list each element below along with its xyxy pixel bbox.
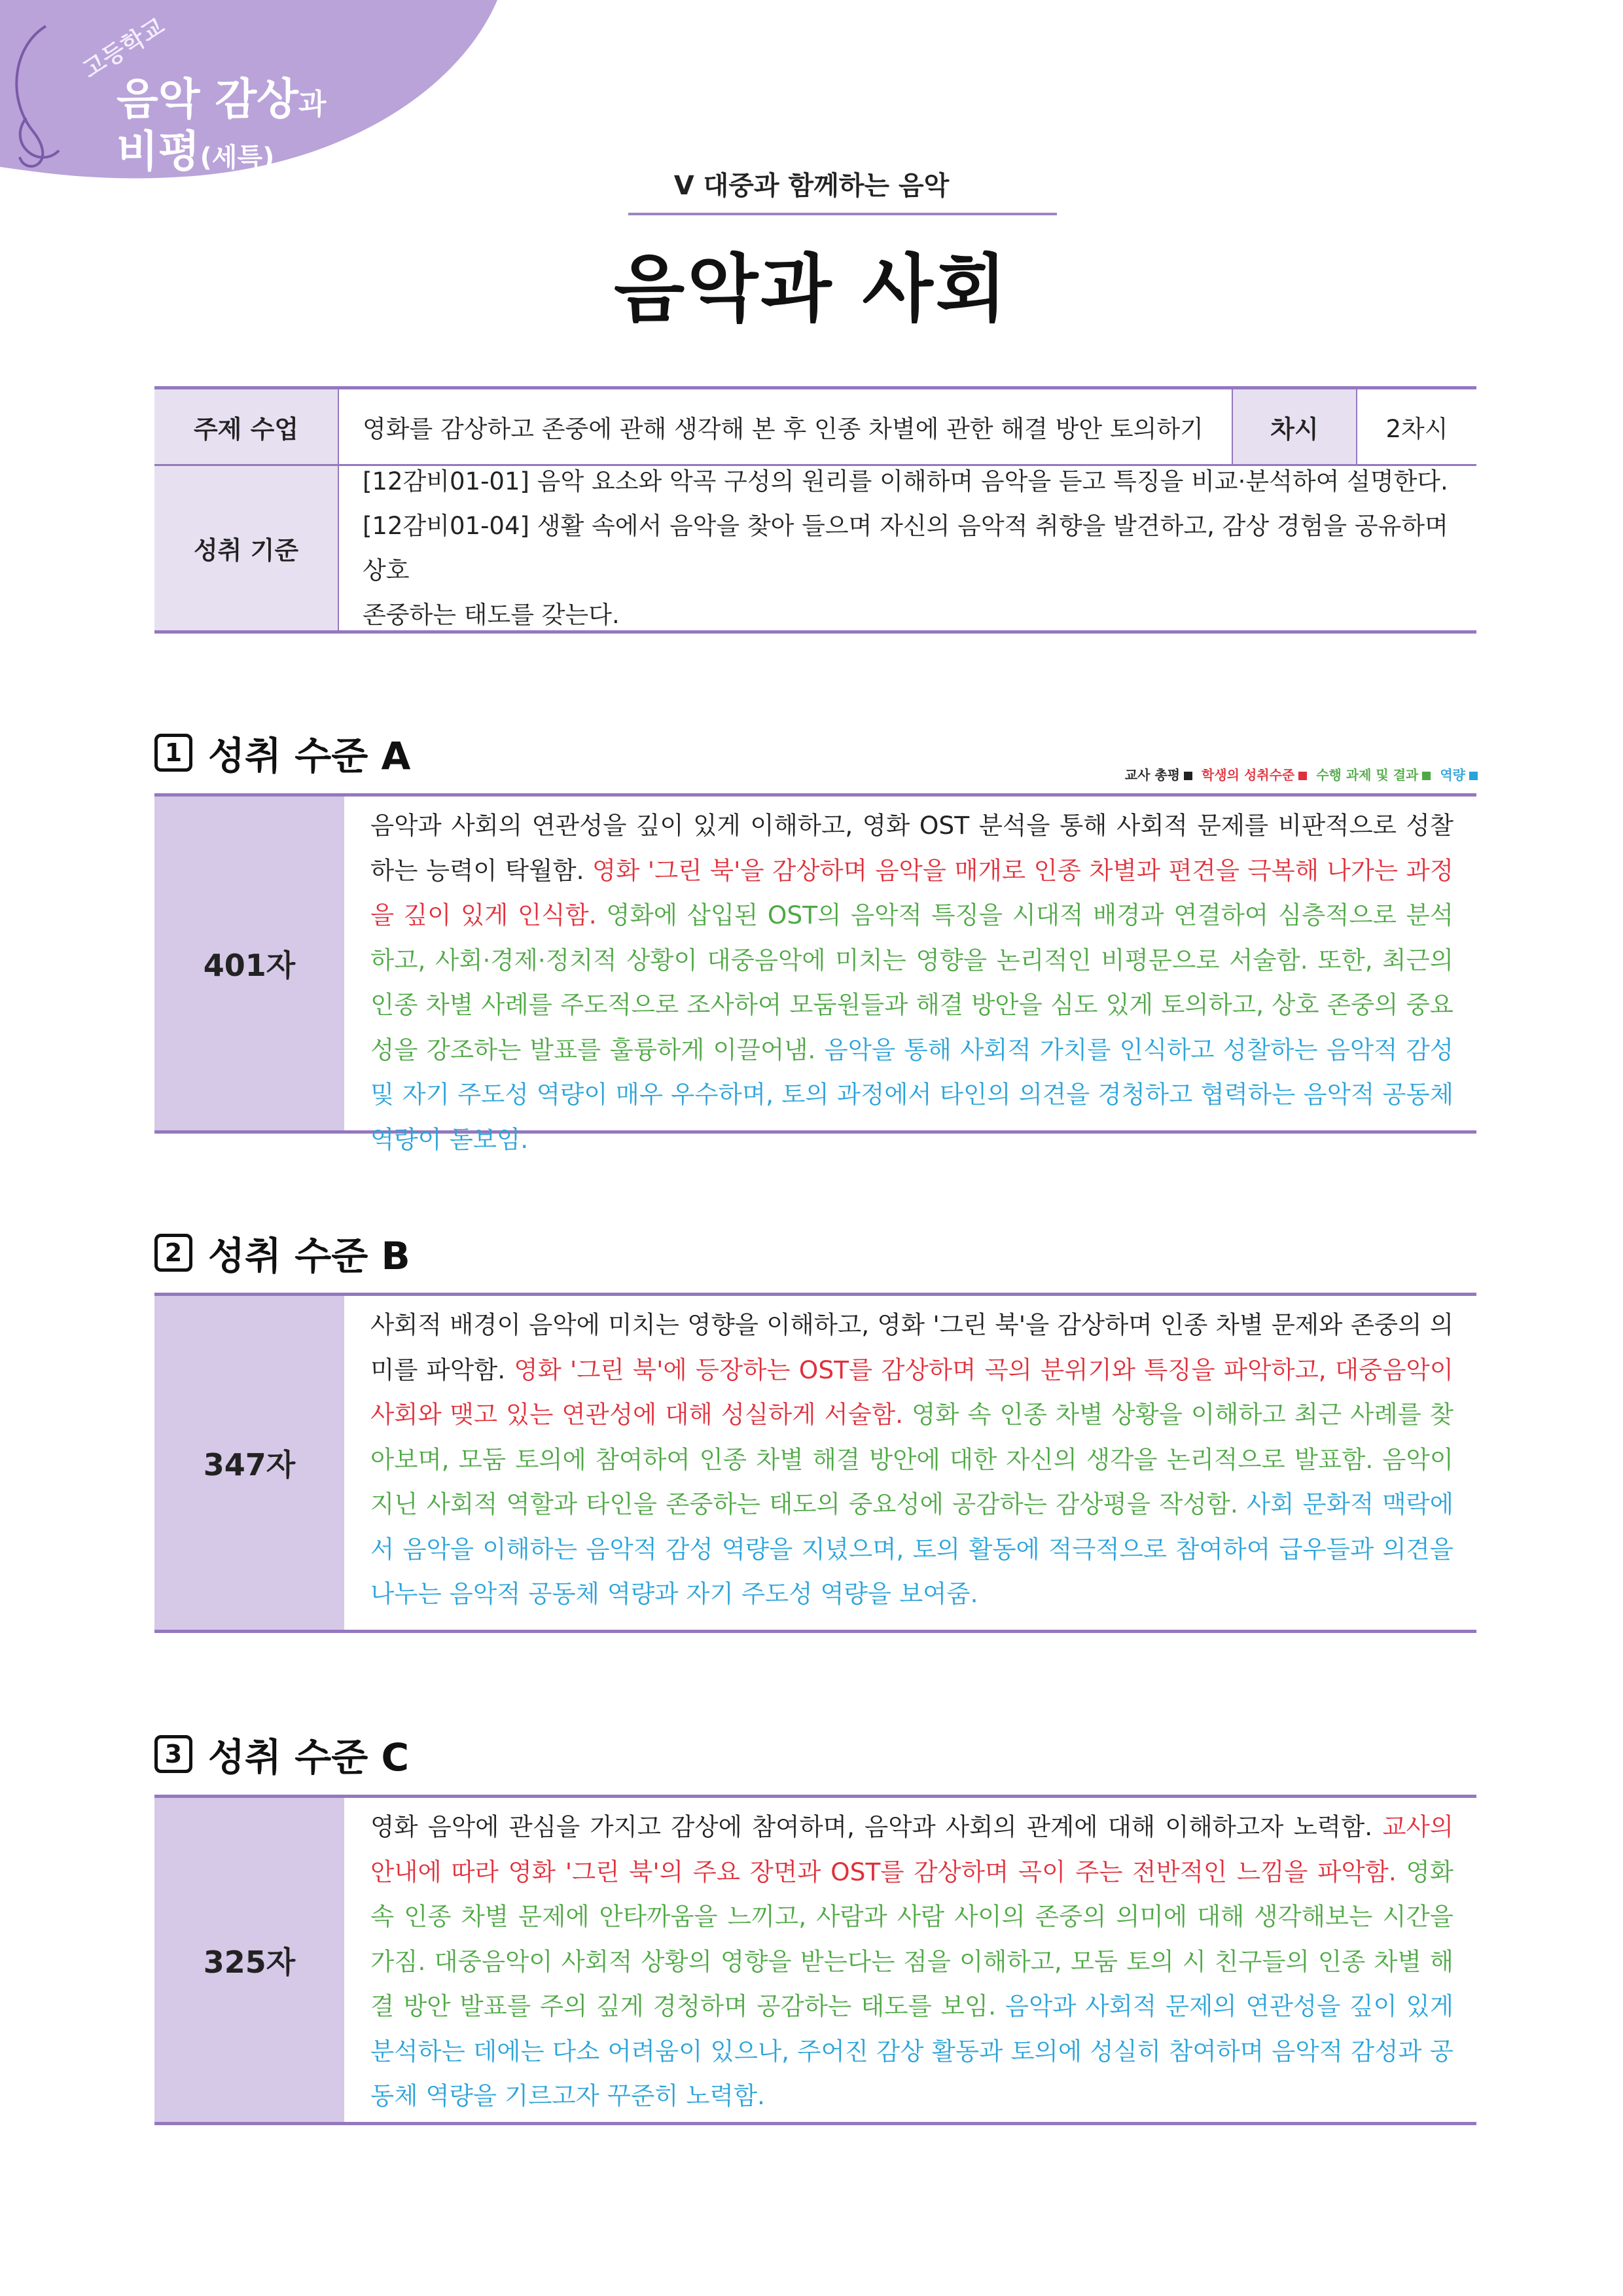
badge-title-line1-small: 과 [298,88,327,121]
page-title: 음악과 사회 [614,247,1009,332]
task-result-text: 영화에 삽입된 OST의 음악적 특징을 시대적 배경과 연결하여 심층적으로 분석하고, 사회·경제·정치적 상황이 대중음악에 미치는 영향을 논리적인 비평문으로 서술함. 또한, 최근의 인종 차별 사례를 주도적으로 조사하여 모둠원들과 해결 방안을 심도 있게 토의하고, 상호 존중의 중요성을 강조하는 발표를 훌륭하게 이끌어냄. [370,901,1454,1064]
teacher-summary-text: 영화 음악에 관심을 가지고 감상에 참여하며, 음악과 사회의 관계에 대해 이해하고자 노력함. [370,1812,1383,1841]
section-heading-b [154,1225,410,1280]
section-number-c: 3 [154,1735,192,1773]
standard-line: [12감비01-01] 음악 요소와 악곡 구성의 원리를 이해하며 음악을 듣고 특징을 비교·분석하여 설명한다. [363,467,1448,495]
competency-text: 사회 문화적 맥락에서 음악을 이해하는 음악적 감성 역량을 지녔으며, 토의 활동에 적극적으로 참여하여 급우들과 의견을 나누는 음악적 공동체 역량과 자기 주도성 역량을 보여줌. [370,1490,1454,1608]
legend-swatch [1184,772,1192,780]
legend-item-task: 수행 과제 및 결과 [1316,764,1431,783]
badge-title-line2-small: (세특) [200,143,275,173]
teacher-summary-text: 음악과 사회의 연관성을 깊이 있게 이해하고, 영화 OST 분석을 통해 사회적 문제를 비판적으로 성찰하는 능력이 탁월함. [370,811,1454,885]
color-legend [1125,764,1478,783]
evaluation-text-c [370,1804,1454,2119]
task-result-text: 영화 속 인종 차별 상황을 이해하고 최근 사례를 찾아보며, 모둠 토의에 참여하여 인종 차별 해결 방안에 대한 자신의 생각을 논리적으로 발표함. 음악이 지닌 사회적 역할과 타인을 존중하는 태도의 중요성에 공감하는 감상평을 작성함. [370,1400,1454,1518]
legend-item-achievement: 학생의 성취수준 [1202,764,1307,783]
badge-title-line2-main: 비평 [116,126,200,177]
legend-item-teacher: 교사 총평 [1125,764,1192,783]
section-title-b: 성취 수준 B [208,1234,410,1278]
topic-row [154,389,1476,466]
unit-title-underline [628,213,1057,215]
standard-line: 존중하는 태도를 갖는다. [363,600,620,629]
section-title-c: 성취 수준 C [208,1735,410,1780]
badge-title-line1-main: 음악 감상 [116,74,299,124]
evaluation-text-a [370,803,1454,1162]
standard-row [154,466,1476,630]
char-count-a: 401자 [154,797,344,1130]
section-number-b: 2 [154,1234,192,1272]
achievement-text: 교사의 안내에 따라 영화 '그린 북'의 주요 장면과 OST를 감상하며 곡이 주는 전반적인 느낌을 파악함. [370,1812,1454,1886]
legend-swatch [1469,772,1478,780]
topic-value: 영화를 감상하고 존중에 관해 생각해 본 후 인종 차별에 관한 해결 방안 토의하기 [363,415,1204,443]
period-label: 차시 [1232,389,1357,464]
section-heading-c [154,1727,409,1782]
period-value: 2차시 [1385,415,1448,443]
section-box-b [154,1293,1476,1633]
legend-swatch [1422,772,1431,780]
unit-title: Ⅴ 대중과 함께하는 음악 [673,171,950,201]
legend-swatch [1298,772,1307,780]
section-title-a: 성취 수준 A [208,734,411,778]
char-count-c: 325자 [154,1798,344,2122]
achievement-text: 영화 '그린 북'을 감상하며 음악을 매개로 인종 차별과 편견을 극복해 나가는 과정을 깊이 있게 인식함. [370,855,1454,929]
section-box-c [154,1795,1476,2125]
teacher-summary-text: 사회적 배경이 음악에 미치는 영향을 이해하고, 영화 '그린 북'을 감상하며 인종 차별 문제와 존중의 의미를 파악함. [370,1310,1454,1384]
standard-value [363,466,1462,630]
competency-text: 음악과 사회적 문제의 연관성을 깊이 있게 분석하는 데에는 다소 어려움이 있으나, 주어진 감상 활동과 토의에 성실히 참여하며 음악적 감성과 공동체 역량을 기르고자 꾸준히 노력함. [370,1992,1454,2110]
competency-text: 음악을 통해 사회적 가치를 인식하고 성찰하는 음악적 감성 및 자기 주도성 역량이 매우 우수하며, 토의 과정에서 타인의 의견을 경청하고 협력하는 음악적 공동체 역량이 돋보임. [370,1035,1454,1154]
achievement-text: 영화 '그린 북'에 등장하는 OST를 감상하며 곡의 분위기와 특징을 파악하고, 대중음악이 사회와 맺고 있는 연관성에 대해 성실하게 서술함. [370,1355,1454,1429]
task-result-text: 영화 속 인종 차별 문제에 안타까움을 느끼고, 사람과 사람 사이의 존중의 의미에 대해 생각해보는 시간을 가짐. 대중음악이 사회적 상황의 영향을 받는다는 점을 이해하고, 모둠 토의 시 친구들의 인종 차별 해결 방안 발표를 주의 깊게 경청하며 공감하는 태도를 보임. [370,1857,1454,2020]
evaluation-text-b [370,1302,1454,1617]
lesson-info-table [154,386,1476,634]
topic-label: 주제 수업 [154,389,339,464]
standard-line: [12감비01-04] 생활 속에서 음악을 찾아 들으며 자신의 음악적 취향을 발견하고, 감상 경험을 공유하며 상호 [363,511,1448,584]
badge-school-label: 고등학교 [78,12,169,84]
section-heading-a [154,725,410,780]
legend-item-competency: 역량 [1440,764,1478,783]
char-count-b: 347자 [154,1296,344,1630]
standard-label: 성취 기준 [154,466,339,630]
section-box-a [154,793,1476,1154]
section-number-a: 1 [154,734,192,772]
